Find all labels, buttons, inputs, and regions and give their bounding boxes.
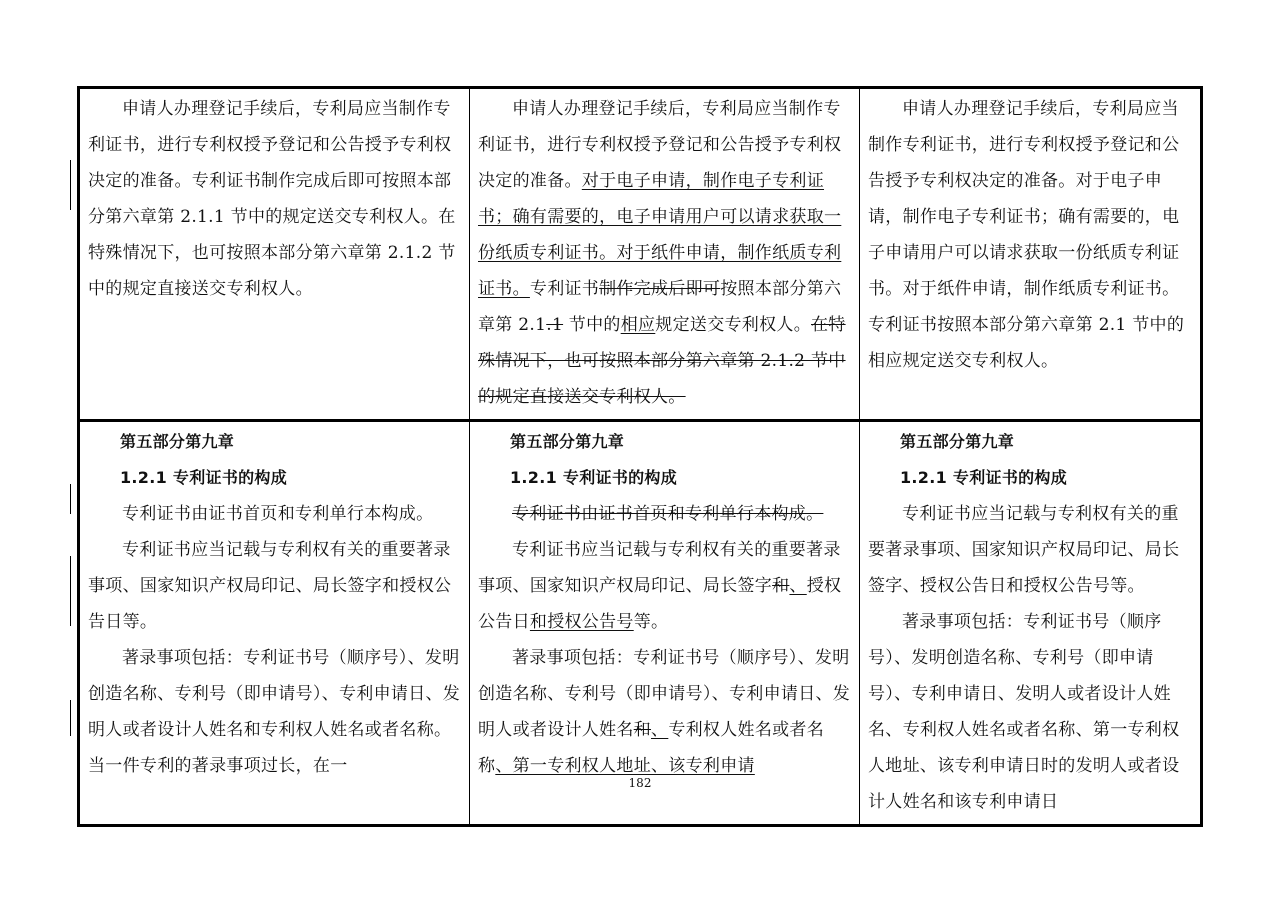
- deleted-text: 和: [633, 720, 652, 740]
- unchanged-text: 申请人办理登记手续后，专利局应当制作专利证书，进行专利权授予登记和公告授予专利权决定的准备。: [478, 99, 842, 191]
- unchanged-text: 规定送交专利权人。: [655, 315, 811, 335]
- original-text-cell: [79, 421, 470, 826]
- section-heading: 第五部分第九章: [510, 432, 625, 451]
- unchanged-text: 著录事项包括：专利证书号（顺序号）、发明创造名称、专利号（即申请号）、专利申请日、发明人或者设计人姓名: [478, 648, 851, 740]
- revision-paragraph: [478, 532, 853, 640]
- section-heading: 第五部分第九章: [900, 432, 1015, 451]
- revised-text-cell: [860, 421, 1202, 826]
- revised-paragraph: 著录事项包括：专利证书号（顺序号）、发明创造名称、专利号（即申请号）、专利申请日、发明人或者设计人姓名、专利权人姓名或者名称、第一专利权人地址、该专利申请日时的发明人或者设计人姓名和该专利申请日: [868, 612, 1180, 812]
- inserted-text: 、第一专利权人地址、该专利申请: [495, 756, 755, 776]
- revision-bar: [70, 484, 71, 514]
- subsection-heading: 1.2.1 专利证书的构成: [120, 468, 288, 487]
- deleted-text: 制作完成后即可: [599, 279, 721, 299]
- unchanged-text: 等。: [633, 612, 669, 632]
- subsection-heading: 1.2.1 专利证书的构成: [900, 468, 1068, 487]
- subsection-heading: 1.2.1 专利证书的构成: [510, 468, 678, 487]
- inserted-text: 相应: [620, 315, 656, 335]
- revised-text-cell: [860, 88, 1202, 421]
- table-row: [79, 88, 1202, 421]
- original-paragraph: 专利证书由证书首页和专利单行本构成。: [122, 504, 434, 524]
- unchanged-text: 授权公告日: [478, 576, 842, 632]
- unchanged-text: 专利证书应当记载与专利权有关的重要著录事项、国家知识产权局印记、局长签字: [478, 540, 841, 596]
- inserted-text: 对于电子申请，制作电子专利证书；确有需要的，电子申请用户可以请求获取一份纸质专利证书。对于纸件申请，制作纸质专利证书。: [478, 171, 842, 299]
- revision-bar: [70, 700, 71, 736]
- comparison-table: [77, 86, 1203, 827]
- revision-paragraph: [478, 640, 853, 784]
- deleted-text: 在特殊情况下，也可按照本部分第六章第 2.1.2 节中的规定直接送交专利权人。: [478, 315, 846, 407]
- deleted-text: 专利证书由证书首页和专利单行本构成。: [512, 504, 824, 524]
- inserted-text: 、: [789, 576, 807, 596]
- revision-markup-cell: [470, 421, 860, 826]
- revised-paragraph: 申请人办理登记手续后，专利局应当制作专利证书，进行专利权授予登记和公告授予专利权决定的准备。对于电子申请，制作电子专利证书；确有需要的，电子申请用户可以请求获取一份纸质专利证书。对于纸件申请，制作纸质专利证书。专利证书按照本部分第六章第 2.1 节中的相应规定送交专利权人。: [868, 99, 1185, 371]
- revision-paragraph: [478, 91, 853, 415]
- revision-bar: [70, 556, 71, 626]
- section-heading: 第五部分第九章: [120, 432, 235, 451]
- revision-bar: [70, 160, 71, 210]
- unchanged-text: 按照本部分第六章第 2.1: [478, 279, 842, 335]
- table-row: [79, 421, 1202, 826]
- deleted-text: 和: [772, 576, 790, 596]
- original-paragraph: 著录事项包括：专利证书号（顺序号）、发明创造名称、专利号（即申请号）、专利申请日、发明人或者设计人姓名和专利权人姓名或者名称。当一件专利的著录事项过长，在一: [88, 648, 461, 776]
- original-text-cell: [79, 88, 470, 421]
- unchanged-text: 专利权人姓名或者名称: [478, 720, 825, 776]
- inserted-text: 、: [651, 720, 669, 740]
- revision-paragraph: [478, 496, 853, 532]
- revision-markup-cell: [470, 88, 860, 421]
- revised-paragraph: 专利证书应当记载与专利权有关的重要著录事项、国家知识产权局印记、局长签字、授权公告日和授权公告号等。: [868, 504, 1180, 596]
- inserted-text: 和授权公告号: [529, 612, 634, 632]
- original-paragraph: 专利证书应当记载与专利权有关的重要著录事项、国家知识产权局印记、局长签字和授权公告日等。: [88, 540, 452, 632]
- unchanged-text: 专利证书: [529, 279, 600, 299]
- original-paragraph: 申请人办理登记手续后，专利局应当制作专利证书，进行专利权授予登记和公告授予专利权决定的准备。专利证书制作完成后即可按照本部分第六章第 2.1.1 节中的规定送交专利权人。在特殊情况下，也可按照本部分第六章第 2.1.2 节中的规定直接送交专利权人。: [88, 99, 456, 299]
- page-number: 182: [628, 776, 652, 790]
- unchanged-text: 节中的: [563, 315, 621, 335]
- deleted-text: .1: [546, 315, 564, 335]
